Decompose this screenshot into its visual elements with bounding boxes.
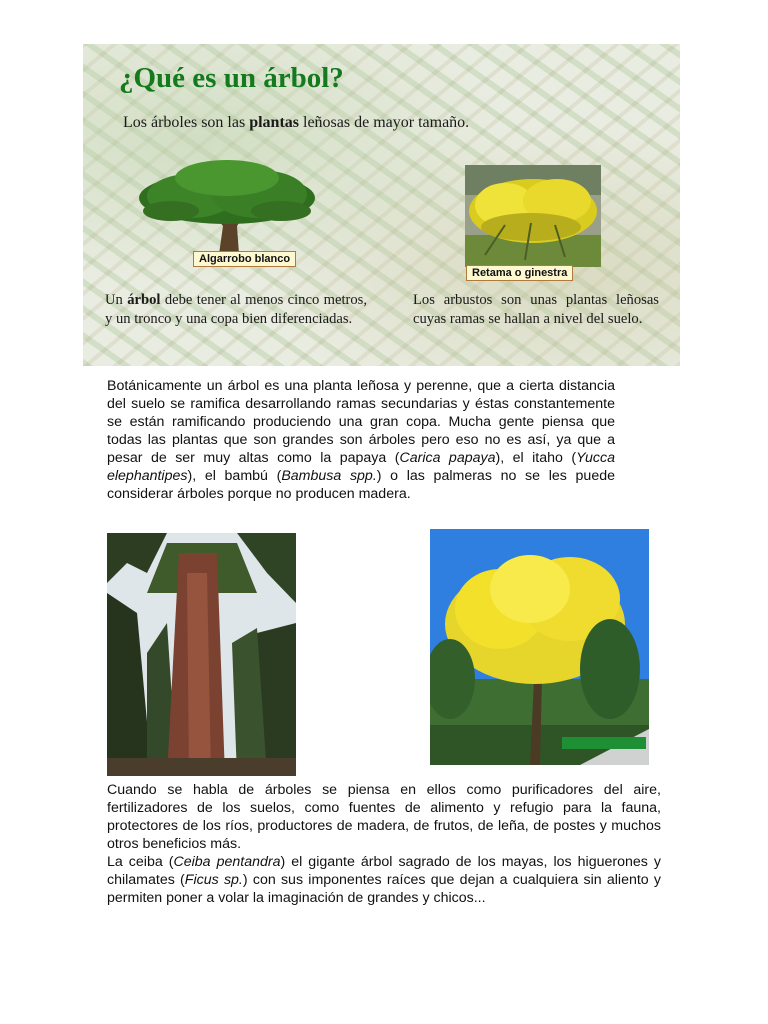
tree-def-post: debe tener al menos cinco metros, y un tronco y una copa bien diferenciadas. <box>105 292 367 327</box>
p3-text-c: ) con sus imponentes raíces que dejan a cualquiera sin aliento y permiten poner a volar la imaginación de grandes y chicos... <box>107 872 662 906</box>
tree-def-pre: Un <box>105 292 128 308</box>
p1-text-a: Botánicamente un árbol es una planta leñosa y perenne, que a cierta distancia del suelo se ramifica desarrollando ramas secundarias y éstas constantemente se están ramificando produciendo una gran copa. Mucha gente piensa que todas las plantas que son grandes son árboles pero eso no es así, ya que a pesar de ser muy altas como la papaya ( <box>107 378 615 466</box>
shrub-definition-text: Los arbustos son unas plantas leñosas cuyas ramas se hallan a nivel del suelo. <box>413 292 659 327</box>
caption-retama: Retama o ginestra <box>466 265 573 281</box>
algarrobo-tree-image <box>131 156 323 256</box>
retama-shrub-image <box>465 165 601 267</box>
banner-title: ¿Qué es un árbol? <box>119 62 344 94</box>
p1-species-carica: Carica papaya <box>399 450 496 466</box>
header-banner <box>83 44 680 366</box>
yellow-flowering-tree-photo <box>430 529 649 765</box>
p1-species-bambusa: Bambusa spp. <box>281 468 377 484</box>
p1-text-c: ), el bambú ( <box>187 468 282 484</box>
p3-text-a: La ceiba ( <box>107 854 174 870</box>
p1-species-yucca: Yucca elephantipes <box>107 450 615 484</box>
tree-def-bold: árbol <box>127 292 161 308</box>
p1-text-d: ) o las palmeras no se les puede considerar árboles porque no producen madera. <box>107 468 615 502</box>
paragraph-botanical-definition <box>107 377 615 503</box>
caption-algarrobo: Algarrobo blanco <box>193 251 296 267</box>
subtitle-bold: plantas <box>249 114 299 131</box>
tree-definition-text <box>105 291 367 329</box>
p1-text-b: ), el itaho ( <box>495 450 577 466</box>
sequoia-photo <box>107 533 296 776</box>
p3-species-ceiba: Ceiba pentandra <box>173 854 281 870</box>
banner-subtitle <box>123 114 469 132</box>
paragraph-ceiba <box>107 853 661 907</box>
paragraph-tree-benefits: Cuando se habla de árboles se piensa en ellos como purificadores del aire, fertilizadores de los suelos, como fuentes de alimento y refugio para la fauna, protectores de los ríos, productores de madera, de frutos, de leña, de postes y muchos otros beneficios más. <box>107 782 661 852</box>
p3-text-b: ) el gigante árbol sagrado de los mayas, los higuerones y chilamates ( <box>107 854 661 888</box>
subtitle-text-end: leñosas de mayor tamaño. <box>299 114 470 131</box>
p3-species-ficus: Ficus sp. <box>184 872 243 888</box>
subtitle-text: Los árboles son las <box>123 114 250 131</box>
